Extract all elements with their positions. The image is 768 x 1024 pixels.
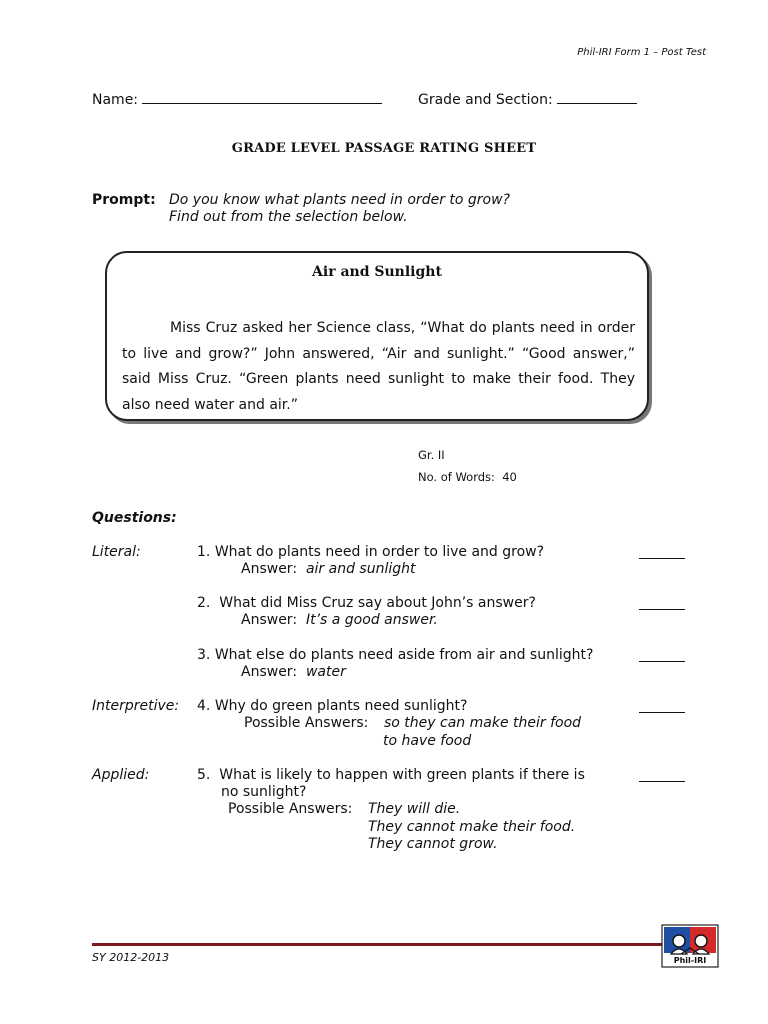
question-text: What did Miss Cruz say about John’s answer? bbox=[219, 595, 536, 611]
prompt-label: Prompt: bbox=[92, 192, 156, 208]
question-number: 2. bbox=[197, 595, 211, 611]
grade-section-field bbox=[418, 89, 637, 108]
question-text: Why do green plants need sunlight? bbox=[214, 698, 468, 714]
answer-label: Answer: bbox=[241, 612, 298, 628]
question-number: 5. bbox=[197, 767, 211, 783]
grade-level: Gr. II bbox=[418, 448, 445, 462]
phil-iri-logo bbox=[661, 924, 719, 968]
question-number: 3. bbox=[197, 647, 211, 663]
passage-text: Miss Cruz asked her Science class, “What do plants need in order to live and grow?” John answered, “Air and sunlight.” “Good answer,” said Miss Cruz. “Green plants need sunlight to make their food. They also need water and air.” bbox=[122, 320, 635, 413]
category-applied: Applied: bbox=[92, 767, 150, 783]
answer-text: It’s a good answer. bbox=[305, 612, 438, 628]
question-1 bbox=[197, 544, 544, 560]
school-year: SY 2012-2013 bbox=[92, 951, 170, 964]
answer-5-label: Possible Answers: bbox=[228, 801, 353, 817]
score-blank-3[interactable] bbox=[639, 649, 685, 666]
page-title: GRADE LEVEL PASSAGE RATING SHEET bbox=[231, 141, 537, 156]
answer-text: water bbox=[305, 664, 346, 680]
logo-text: Phil-IRI bbox=[673, 956, 707, 965]
grade-section-line[interactable] bbox=[557, 89, 637, 104]
question-5-continued: no sunlight? bbox=[221, 784, 307, 800]
name-field bbox=[92, 89, 382, 108]
answer-5-option-2: They cannot make their food. bbox=[368, 819, 576, 835]
question-text: What else do plants need aside from air and sunlight? bbox=[214, 647, 594, 663]
passage-box bbox=[105, 251, 649, 421]
word-count bbox=[418, 470, 517, 484]
question-5 bbox=[197, 767, 585, 783]
category-literal: Literal: bbox=[92, 544, 141, 560]
grade-section-label: Grade and Section: bbox=[418, 92, 553, 108]
score-blank-1[interactable] bbox=[639, 546, 685, 563]
answer-label: Answer: bbox=[241, 561, 298, 577]
questions-label: Questions: bbox=[92, 510, 177, 526]
score-blank-4[interactable] bbox=[639, 700, 685, 717]
answer-5-option-1: They will die. bbox=[368, 801, 461, 817]
footer-rule bbox=[92, 943, 662, 946]
prompt-line-2: Find out from the selection below. bbox=[169, 209, 408, 225]
question-2 bbox=[197, 595, 536, 611]
answer-2 bbox=[241, 612, 438, 628]
answer-5-option-3: They cannot grow. bbox=[368, 836, 498, 852]
word-count-value: 40 bbox=[502, 470, 517, 484]
score-blank-2[interactable] bbox=[639, 597, 685, 614]
form-tag: Phil-IRI Form 1 – Post Test bbox=[577, 47, 706, 58]
question-4 bbox=[197, 698, 467, 714]
name-label: Name: bbox=[92, 92, 139, 108]
answer-text: air and sunlight bbox=[305, 561, 416, 577]
passage-title: Air and Sunlight bbox=[312, 264, 442, 280]
answer-4-option-2: to have food bbox=[383, 733, 472, 749]
prompt-line-1: Do you know what plants need in order to grow? bbox=[169, 192, 510, 208]
word-count-label: No. of Words: bbox=[418, 470, 495, 484]
answer-3 bbox=[241, 664, 346, 680]
question-text: What is likely to happen with green plants if there is bbox=[219, 767, 585, 783]
answer-4-label: Possible Answers: bbox=[244, 715, 369, 731]
question-text: What do plants need in order to live and grow? bbox=[214, 544, 545, 560]
answer-4-option-1: so they can make their food bbox=[384, 715, 582, 731]
answer-label: Answer: bbox=[241, 664, 298, 680]
answer-1 bbox=[241, 561, 416, 577]
question-number: 1. bbox=[197, 544, 211, 560]
question-number: 4. bbox=[197, 698, 211, 714]
question-3 bbox=[197, 647, 593, 663]
name-line[interactable] bbox=[142, 89, 382, 104]
score-blank-5[interactable] bbox=[639, 769, 685, 786]
category-interpretive: Interpretive: bbox=[92, 698, 180, 714]
